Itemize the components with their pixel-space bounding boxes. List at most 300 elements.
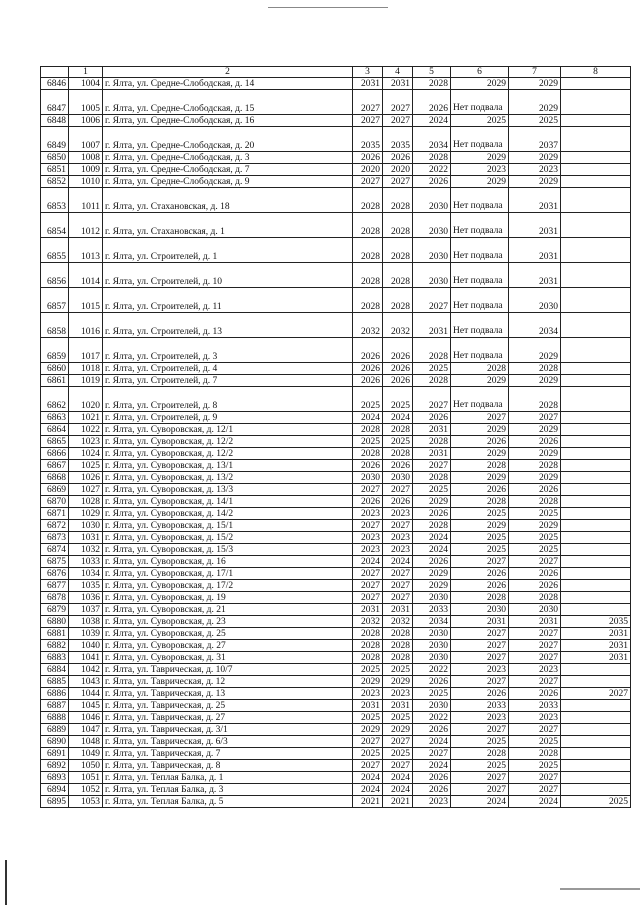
cell-c4: 2028 bbox=[383, 628, 413, 640]
cell-c4: 2029 bbox=[383, 724, 413, 736]
cell-id: 1025 bbox=[69, 460, 103, 472]
cell-c7: 2024 bbox=[509, 796, 561, 808]
cell-c6: 2027 bbox=[451, 556, 509, 568]
table-row bbox=[41, 363, 631, 375]
cell-c7: 2031 bbox=[509, 213, 561, 238]
cell-n: 6880 bbox=[41, 616, 69, 628]
cell-c5: 2028 bbox=[413, 375, 451, 387]
cell-n: 6890 bbox=[41, 736, 69, 748]
cell-c3: 2027 bbox=[353, 484, 383, 496]
cell-c5: 2028 bbox=[413, 520, 451, 532]
cell-c8 bbox=[561, 288, 631, 313]
cell-n: 6871 bbox=[41, 508, 69, 520]
cell-id: 1048 bbox=[69, 736, 103, 748]
header-col-8: 8 bbox=[561, 67, 631, 78]
cell-n: 6882 bbox=[41, 640, 69, 652]
cell-addr: г. Ялта, ул. Таврическая, д. 7 bbox=[103, 748, 353, 760]
cell-c6: 2026 bbox=[451, 568, 509, 580]
cell-id: 1029 bbox=[69, 508, 103, 520]
cell-c6: 2028 bbox=[451, 460, 509, 472]
cell-c4: 2025 bbox=[383, 712, 413, 724]
cell-id: 1034 bbox=[69, 568, 103, 580]
table-row bbox=[41, 664, 631, 676]
cell-c7: 2027 bbox=[509, 412, 561, 424]
table-row bbox=[41, 176, 631, 188]
cell-c8 bbox=[561, 484, 631, 496]
cell-c6: 2025 bbox=[451, 532, 509, 544]
cell-c3: 2024 bbox=[353, 556, 383, 568]
cell-c8 bbox=[561, 375, 631, 387]
cell-c8: 2025 bbox=[561, 796, 631, 808]
cell-c8 bbox=[561, 448, 631, 460]
cell-c7: 2025 bbox=[509, 508, 561, 520]
cell-id: 1004 bbox=[69, 78, 103, 90]
table-row bbox=[41, 424, 631, 436]
cell-c6: 2033 bbox=[451, 700, 509, 712]
cell-c3: 2023 bbox=[353, 544, 383, 556]
cell-c6: 2027 bbox=[451, 724, 509, 736]
cell-addr: г. Ялта, ул. Строителей, д. 13 bbox=[103, 313, 353, 338]
cell-c7: 2029 bbox=[509, 152, 561, 164]
cell-c8 bbox=[561, 412, 631, 424]
cell-n: 6868 bbox=[41, 472, 69, 484]
cell-addr: г. Ялта, ул. Средне-Слободская, д. 7 bbox=[103, 164, 353, 176]
table-row bbox=[41, 592, 631, 604]
cell-c7: 2026 bbox=[509, 688, 561, 700]
cell-c6: 2027 bbox=[451, 676, 509, 688]
cell-addr: г. Ялта, ул. Таврическая, д. 3/1 bbox=[103, 724, 353, 736]
cell-c4: 2021 bbox=[383, 796, 413, 808]
cell-addr: г. Ялта, ул. Теплая Балка, д. 5 bbox=[103, 796, 353, 808]
table-row bbox=[41, 338, 631, 363]
cell-c5: 2030 bbox=[413, 238, 451, 263]
cell-c3: 2021 bbox=[353, 796, 383, 808]
cell-c8 bbox=[561, 748, 631, 760]
cell-c7: 2025 bbox=[509, 736, 561, 748]
cell-c6: 2029 bbox=[451, 176, 509, 188]
cell-c3: 2028 bbox=[353, 640, 383, 652]
cell-addr: г. Ялта, ул. Теплая Балка, д. 3 bbox=[103, 784, 353, 796]
cell-n: 6879 bbox=[41, 604, 69, 616]
cell-c5: 2026 bbox=[413, 556, 451, 568]
cell-c7: 2029 bbox=[509, 78, 561, 90]
cell-c8: 2035 bbox=[561, 616, 631, 628]
cell-c5: 2023 bbox=[413, 796, 451, 808]
cell-c3: 2031 bbox=[353, 78, 383, 90]
cell-c6: 2029 bbox=[451, 472, 509, 484]
cell-id: 1046 bbox=[69, 712, 103, 724]
table-row bbox=[41, 213, 631, 238]
table-row bbox=[41, 580, 631, 592]
table-row bbox=[41, 688, 631, 700]
cell-c8: 2027 bbox=[561, 688, 631, 700]
cell-c5: 2034 bbox=[413, 616, 451, 628]
cell-c8 bbox=[561, 544, 631, 556]
cell-c8 bbox=[561, 508, 631, 520]
cell-id: 1026 bbox=[69, 472, 103, 484]
cell-c5: 2028 bbox=[413, 152, 451, 164]
cell-c4: 2026 bbox=[383, 363, 413, 375]
cell-c5: 2022 bbox=[413, 664, 451, 676]
cell-addr: г. Ялта, ул. Таврическая, д. 13 bbox=[103, 688, 353, 700]
cell-c7: 2025 bbox=[509, 115, 561, 127]
cell-c7: 2028 bbox=[509, 496, 561, 508]
cell-c4: 2027 bbox=[383, 760, 413, 772]
cell-addr: г. Ялта, ул. Суворовская, д. 23 bbox=[103, 616, 353, 628]
cell-n: 6854 bbox=[41, 213, 69, 238]
cell-n: 6851 bbox=[41, 164, 69, 176]
cell-c8 bbox=[561, 772, 631, 784]
cell-c7: 2026 bbox=[509, 568, 561, 580]
cell-n: 6894 bbox=[41, 784, 69, 796]
cell-addr: г. Ялта, ул. Суворовская, д. 25 bbox=[103, 628, 353, 640]
cell-c4: 2030 bbox=[383, 472, 413, 484]
cell-c6: 2025 bbox=[451, 508, 509, 520]
cell-id: 1019 bbox=[69, 375, 103, 387]
cell-c7: 2030 bbox=[509, 604, 561, 616]
cell-id: 1011 bbox=[69, 188, 103, 213]
cell-c4: 2028 bbox=[383, 652, 413, 664]
cell-c3: 2027 bbox=[353, 736, 383, 748]
cell-c4: 2032 bbox=[383, 616, 413, 628]
cell-addr: г. Ялта, ул. Средне-Слободская, д. 16 bbox=[103, 115, 353, 127]
cell-c6: Нет подвала bbox=[451, 90, 509, 115]
cell-c5: 2028 bbox=[413, 436, 451, 448]
cell-c6: 2023 bbox=[451, 712, 509, 724]
cell-n: 6895 bbox=[41, 796, 69, 808]
cell-c4: 2035 bbox=[383, 127, 413, 152]
cell-c7: 2028 bbox=[509, 460, 561, 472]
cell-id: 1017 bbox=[69, 338, 103, 363]
cell-c4: 2028 bbox=[383, 263, 413, 288]
cell-c3: 2024 bbox=[353, 772, 383, 784]
cell-addr: г. Ялта, ул. Суворовская, д. 21 bbox=[103, 604, 353, 616]
cell-c7: 2029 bbox=[509, 472, 561, 484]
cell-c5: 2033 bbox=[413, 604, 451, 616]
cell-c6: 2024 bbox=[451, 796, 509, 808]
table-row bbox=[41, 460, 631, 472]
cell-c8 bbox=[561, 460, 631, 472]
cell-addr: г. Ялта, ул. Суворовская, д. 16 bbox=[103, 556, 353, 568]
cell-c6: 2029 bbox=[451, 520, 509, 532]
cell-n: 6893 bbox=[41, 772, 69, 784]
cell-n: 6881 bbox=[41, 628, 69, 640]
cell-c7: 2027 bbox=[509, 784, 561, 796]
cell-c8 bbox=[561, 712, 631, 724]
cell-addr: г. Ялта, ул. Суворовская, д. 27 bbox=[103, 640, 353, 652]
cell-c3: 2030 bbox=[353, 472, 383, 484]
cell-c7: 2023 bbox=[509, 664, 561, 676]
cell-addr: г. Ялта, ул. Стахановская, д. 18 bbox=[103, 188, 353, 213]
cell-c3: 2028 bbox=[353, 263, 383, 288]
cell-c4: 2025 bbox=[383, 664, 413, 676]
cell-c3: 2026 bbox=[353, 375, 383, 387]
cell-id: 1028 bbox=[69, 496, 103, 508]
cell-c8: 2031 bbox=[561, 640, 631, 652]
cell-c6: 2027 bbox=[451, 640, 509, 652]
table-row bbox=[41, 520, 631, 532]
cell-c3: 2028 bbox=[353, 288, 383, 313]
cell-c5: 2026 bbox=[413, 724, 451, 736]
table-row bbox=[41, 760, 631, 772]
cell-c7: 2033 bbox=[509, 700, 561, 712]
cell-c8 bbox=[561, 188, 631, 213]
cell-c7: 2027 bbox=[509, 772, 561, 784]
cell-c8 bbox=[561, 604, 631, 616]
table-row bbox=[41, 556, 631, 568]
header-col-2: 2 bbox=[103, 67, 353, 78]
table-row bbox=[41, 748, 631, 760]
cell-n: 6889 bbox=[41, 724, 69, 736]
cell-c7: 2026 bbox=[509, 484, 561, 496]
cell-c6: 2027 bbox=[451, 772, 509, 784]
cell-c4: 2025 bbox=[383, 748, 413, 760]
table-row bbox=[41, 712, 631, 724]
cell-addr: г. Ялта, ул. Средне-Слободская, д. 14 bbox=[103, 78, 353, 90]
cell-n: 6859 bbox=[41, 338, 69, 363]
cell-c7: 2028 bbox=[509, 387, 561, 412]
cell-c8 bbox=[561, 472, 631, 484]
cell-n: 6865 bbox=[41, 436, 69, 448]
cell-addr: г. Ялта, ул. Строителей, д. 11 bbox=[103, 288, 353, 313]
cell-c8 bbox=[561, 338, 631, 363]
table-row bbox=[41, 724, 631, 736]
table-row bbox=[41, 604, 631, 616]
cell-c5: 2026 bbox=[413, 176, 451, 188]
cell-id: 1040 bbox=[69, 640, 103, 652]
cell-c8 bbox=[561, 556, 631, 568]
cell-n: 6858 bbox=[41, 313, 69, 338]
cell-c6: 2029 bbox=[451, 375, 509, 387]
cell-c4: 2027 bbox=[383, 484, 413, 496]
cell-c8 bbox=[561, 238, 631, 263]
cell-c3: 2031 bbox=[353, 604, 383, 616]
cell-c7: 2030 bbox=[509, 288, 561, 313]
cell-addr: г. Ялта, ул. Строителей, д. 9 bbox=[103, 412, 353, 424]
cell-c8 bbox=[561, 213, 631, 238]
table-row bbox=[41, 412, 631, 424]
table-row bbox=[41, 544, 631, 556]
cell-n: 6875 bbox=[41, 556, 69, 568]
cell-c8 bbox=[561, 363, 631, 375]
cell-c6: 2027 bbox=[451, 784, 509, 796]
cell-c6: 2028 bbox=[451, 748, 509, 760]
cell-c5: 2029 bbox=[413, 496, 451, 508]
cell-c6: 2027 bbox=[451, 652, 509, 664]
cell-c3: 2028 bbox=[353, 652, 383, 664]
cell-c7: 2031 bbox=[509, 238, 561, 263]
cell-c6: 2029 bbox=[451, 448, 509, 460]
cell-c5: 2029 bbox=[413, 568, 451, 580]
cell-c8: 2031 bbox=[561, 652, 631, 664]
table-row bbox=[41, 508, 631, 520]
cell-id: 1021 bbox=[69, 412, 103, 424]
cell-c7: 2027 bbox=[509, 676, 561, 688]
cell-c3: 2027 bbox=[353, 760, 383, 772]
cell-addr: г. Ялта, ул. Суворовская, д. 19 bbox=[103, 592, 353, 604]
cell-id: 1053 bbox=[69, 796, 103, 808]
cell-n: 6886 bbox=[41, 688, 69, 700]
cell-c5: 2026 bbox=[413, 412, 451, 424]
cell-n: 6848 bbox=[41, 115, 69, 127]
cell-c6: 2029 bbox=[451, 152, 509, 164]
cell-c8 bbox=[561, 176, 631, 188]
cell-c8 bbox=[561, 90, 631, 115]
cell-c6: 2028 bbox=[451, 592, 509, 604]
cell-id: 1014 bbox=[69, 263, 103, 288]
cell-c5: 2027 bbox=[413, 748, 451, 760]
cell-id: 1035 bbox=[69, 580, 103, 592]
cell-addr: г. Ялта, ул. Таврическая, д. 12 bbox=[103, 676, 353, 688]
cell-c5: 2028 bbox=[413, 338, 451, 363]
cell-c7: 2029 bbox=[509, 520, 561, 532]
header-col-0 bbox=[41, 67, 69, 78]
cell-c5: 2024 bbox=[413, 736, 451, 748]
cell-addr: г. Ялта, ул. Стахановская, д. 1 bbox=[103, 213, 353, 238]
table-row bbox=[41, 387, 631, 412]
cell-c6: 2023 bbox=[451, 164, 509, 176]
cell-n: 6857 bbox=[41, 288, 69, 313]
cell-c3: 2027 bbox=[353, 568, 383, 580]
cell-c8 bbox=[561, 78, 631, 90]
table-row bbox=[41, 90, 631, 115]
cell-n: 6877 bbox=[41, 580, 69, 592]
cell-c5: 2024 bbox=[413, 544, 451, 556]
cell-c5: 2026 bbox=[413, 90, 451, 115]
cell-c3: 2025 bbox=[353, 664, 383, 676]
cell-n: 6874 bbox=[41, 544, 69, 556]
cell-c7: 2023 bbox=[509, 712, 561, 724]
cell-c5: 2028 bbox=[413, 78, 451, 90]
cell-c4: 2028 bbox=[383, 288, 413, 313]
cell-c8 bbox=[561, 592, 631, 604]
cell-n: 6869 bbox=[41, 484, 69, 496]
cell-c5: 2027 bbox=[413, 460, 451, 472]
cell-c3: 2028 bbox=[353, 424, 383, 436]
cell-id: 1022 bbox=[69, 424, 103, 436]
cell-c3: 2031 bbox=[353, 700, 383, 712]
table-row bbox=[41, 616, 631, 628]
cell-c4: 2026 bbox=[383, 496, 413, 508]
cell-c7: 2025 bbox=[509, 532, 561, 544]
cell-c4: 2020 bbox=[383, 164, 413, 176]
cell-c3: 2028 bbox=[353, 238, 383, 263]
cell-addr: г. Ялта, ул. Средне-Слободская, д. 3 bbox=[103, 152, 353, 164]
cell-c8 bbox=[561, 164, 631, 176]
cell-id: 1010 bbox=[69, 176, 103, 188]
cell-addr: г. Ялта, ул. Таврическая, д. 25 bbox=[103, 700, 353, 712]
cell-c5: 2028 bbox=[413, 472, 451, 484]
cell-id: 1005 bbox=[69, 90, 103, 115]
cell-c6: Нет подвала bbox=[451, 338, 509, 363]
cell-id: 1013 bbox=[69, 238, 103, 263]
cell-c4: 2027 bbox=[383, 736, 413, 748]
table-row bbox=[41, 496, 631, 508]
cell-c3: 2024 bbox=[353, 784, 383, 796]
cell-n: 6846 bbox=[41, 78, 69, 90]
cell-c5: 2024 bbox=[413, 115, 451, 127]
cell-c3: 2028 bbox=[353, 448, 383, 460]
cell-id: 1020 bbox=[69, 387, 103, 412]
cell-c7: 2028 bbox=[509, 592, 561, 604]
cell-c3: 2025 bbox=[353, 748, 383, 760]
cell-addr: г. Ялта, ул. Суворовская, д. 15/3 bbox=[103, 544, 353, 556]
cell-c7: 2031 bbox=[509, 188, 561, 213]
cell-c6: 2028 bbox=[451, 496, 509, 508]
cell-c8 bbox=[561, 520, 631, 532]
cell-c5: 2030 bbox=[413, 700, 451, 712]
header-col-3: 3 bbox=[353, 67, 383, 78]
cell-c7: 2029 bbox=[509, 375, 561, 387]
cell-c3: 2023 bbox=[353, 508, 383, 520]
cell-c3: 2029 bbox=[353, 724, 383, 736]
cell-c4: 2026 bbox=[383, 460, 413, 472]
cell-c4: 2027 bbox=[383, 592, 413, 604]
cell-n: 6862 bbox=[41, 387, 69, 412]
cell-id: 1009 bbox=[69, 164, 103, 176]
cell-n: 6892 bbox=[41, 760, 69, 772]
cell-n: 6867 bbox=[41, 460, 69, 472]
cell-c4: 2025 bbox=[383, 436, 413, 448]
cell-c6: 2026 bbox=[451, 580, 509, 592]
top-rule bbox=[268, 7, 388, 8]
cell-c7: 2027 bbox=[509, 556, 561, 568]
cell-id: 1045 bbox=[69, 700, 103, 712]
cell-addr: г. Ялта, ул. Суворовская, д. 12/1 bbox=[103, 424, 353, 436]
cell-n: 6866 bbox=[41, 448, 69, 460]
cell-c7: 2027 bbox=[509, 724, 561, 736]
cell-c8 bbox=[561, 436, 631, 448]
cell-c8 bbox=[561, 784, 631, 796]
cell-n: 6864 bbox=[41, 424, 69, 436]
cell-id: 1030 bbox=[69, 520, 103, 532]
cell-c5: 2026 bbox=[413, 508, 451, 520]
cell-id: 1024 bbox=[69, 448, 103, 460]
cell-n: 6883 bbox=[41, 652, 69, 664]
cell-c3: 2027 bbox=[353, 90, 383, 115]
cell-c7: 2026 bbox=[509, 580, 561, 592]
cell-n: 6876 bbox=[41, 568, 69, 580]
cell-n: 6855 bbox=[41, 238, 69, 263]
cell-c4: 2031 bbox=[383, 604, 413, 616]
cell-n: 6861 bbox=[41, 375, 69, 387]
cell-c4: 2028 bbox=[383, 640, 413, 652]
cell-id: 1036 bbox=[69, 592, 103, 604]
cell-c3: 2028 bbox=[353, 188, 383, 213]
cell-c4: 2024 bbox=[383, 556, 413, 568]
cell-c5: 2027 bbox=[413, 387, 451, 412]
cell-c8 bbox=[561, 724, 631, 736]
cell-c4: 2023 bbox=[383, 544, 413, 556]
cell-n: 6873 bbox=[41, 532, 69, 544]
cell-id: 1006 bbox=[69, 115, 103, 127]
table-row bbox=[41, 784, 631, 796]
table-row bbox=[41, 448, 631, 460]
cell-c3: 2035 bbox=[353, 127, 383, 152]
cell-c5: 2030 bbox=[413, 213, 451, 238]
header-col-5: 5 bbox=[413, 67, 451, 78]
cell-c6: 2025 bbox=[451, 736, 509, 748]
cell-c7: 2025 bbox=[509, 544, 561, 556]
cell-c3: 2026 bbox=[353, 460, 383, 472]
cell-c8 bbox=[561, 496, 631, 508]
cell-c7: 2028 bbox=[509, 363, 561, 375]
cell-addr: г. Ялта, ул. Средне-Слободская, д. 15 bbox=[103, 90, 353, 115]
cell-c8 bbox=[561, 736, 631, 748]
cell-c3: 2023 bbox=[353, 688, 383, 700]
cell-c3: 2032 bbox=[353, 616, 383, 628]
cell-n: 6887 bbox=[41, 700, 69, 712]
